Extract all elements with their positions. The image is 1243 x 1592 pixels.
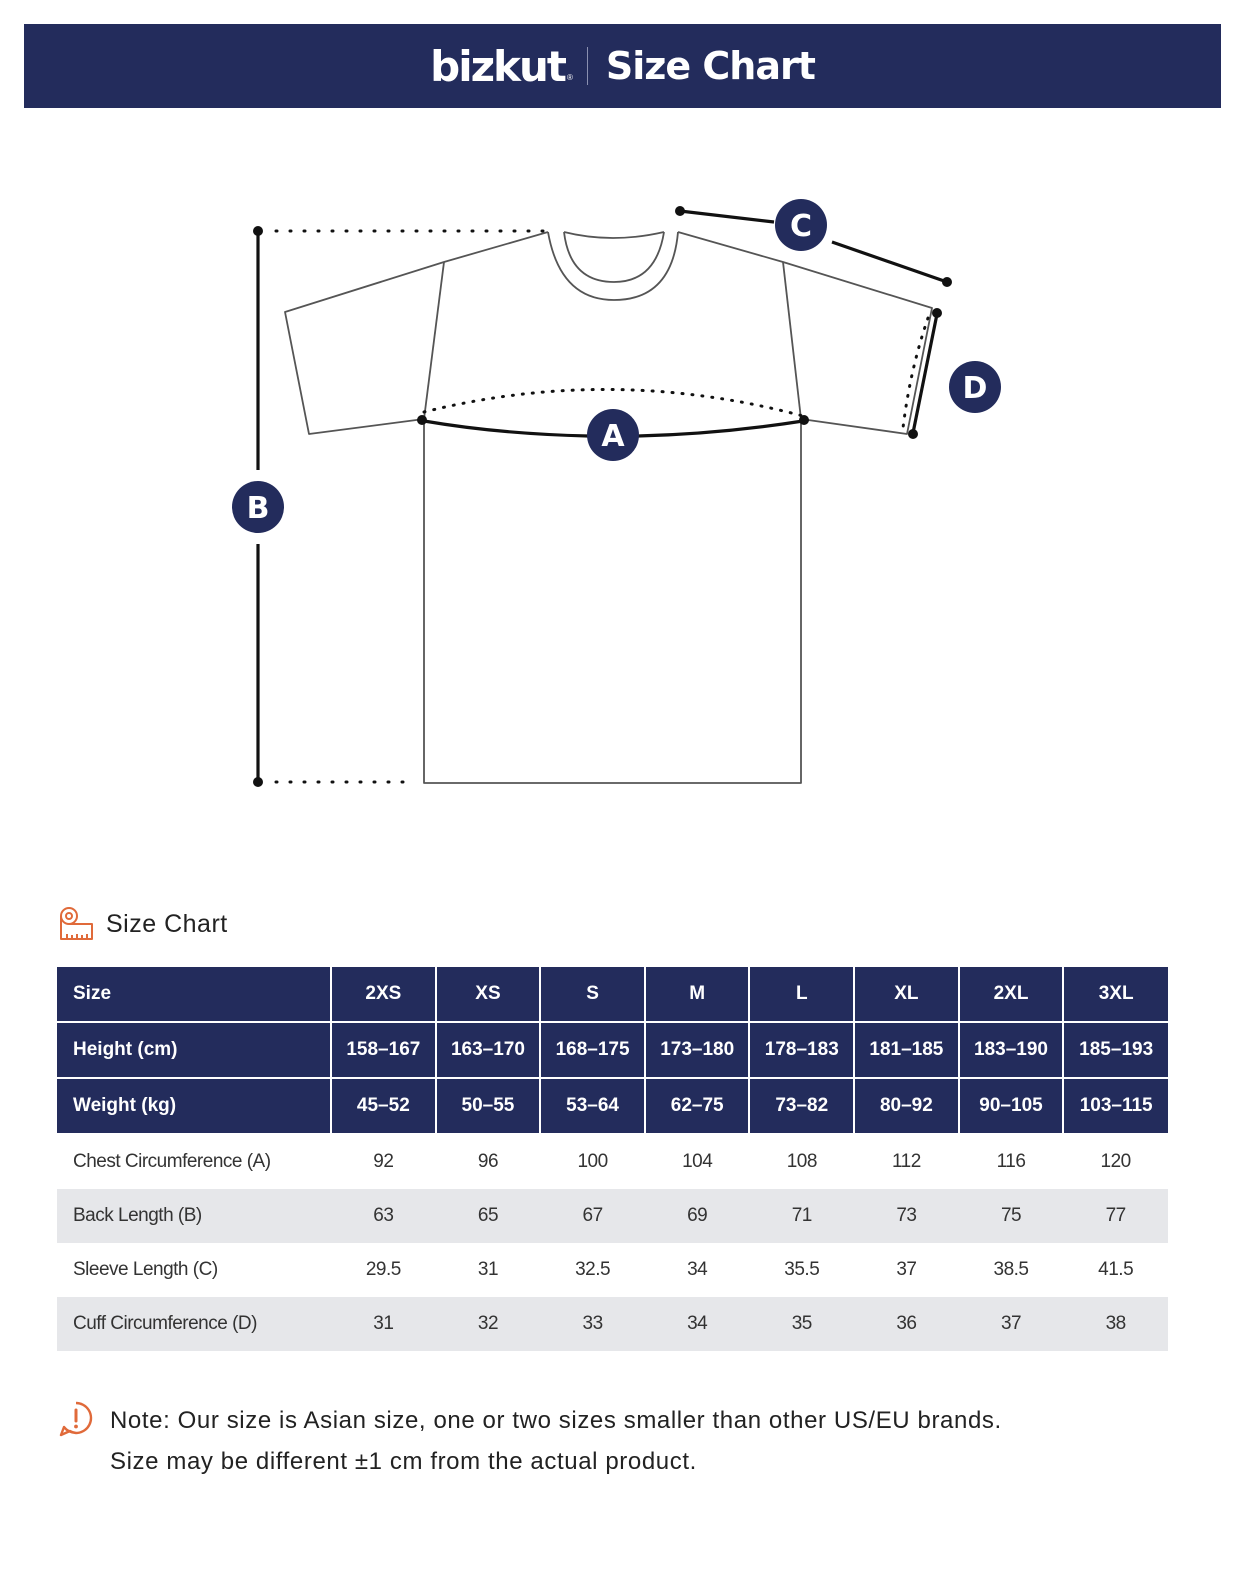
row-label: Weight (kg) bbox=[57, 1078, 331, 1134]
table-cell: 32.5 bbox=[575, 1259, 611, 1280]
table-cell: 100 bbox=[577, 1151, 608, 1172]
table-cell: 63 bbox=[331, 1189, 436, 1243]
table-row-size bbox=[57, 967, 1168, 1022]
size-chart-heading bbox=[58, 904, 228, 944]
table-cell: M bbox=[645, 967, 750, 1022]
table-cell: 77 bbox=[1063, 1189, 1168, 1243]
note-line-1: Note: Our size is Asian size, one or two sizes smaller than other US/EU brands. bbox=[110, 1407, 1002, 1434]
brand-trademark: ® bbox=[566, 72, 573, 82]
label-d: D bbox=[962, 371, 988, 406]
table-cell: 69 bbox=[645, 1189, 750, 1243]
tshirt-outline bbox=[285, 232, 932, 783]
table-cell: 38.5 bbox=[993, 1259, 1029, 1280]
table-cell: 34 bbox=[687, 1259, 708, 1280]
table-cell: 178–183 bbox=[749, 1022, 854, 1078]
label-c-badge bbox=[775, 199, 827, 251]
table-cell: 36 bbox=[854, 1297, 959, 1351]
table-cell: 35 bbox=[749, 1297, 854, 1351]
table-cell: 183–190 bbox=[959, 1022, 1064, 1078]
table-cell: 181–185 bbox=[854, 1022, 959, 1078]
table-cell: 34 bbox=[645, 1297, 750, 1351]
section-title: Size Chart bbox=[106, 909, 228, 938]
label-d-badge bbox=[949, 361, 1001, 413]
size-note bbox=[58, 1400, 1002, 1482]
table-cell: 90–105 bbox=[959, 1078, 1064, 1134]
table-cell: 92 bbox=[373, 1151, 394, 1172]
cuff-measure-line bbox=[903, 308, 942, 439]
table-cell: 158–167 bbox=[331, 1022, 436, 1078]
table-cell: 45–52 bbox=[331, 1078, 436, 1134]
table-cell: 185–193 bbox=[1063, 1022, 1168, 1078]
row-label: Back Length (B) bbox=[57, 1189, 331, 1243]
table-cell: 31 bbox=[477, 1259, 499, 1280]
size-table bbox=[57, 967, 1168, 1351]
header-banner bbox=[24, 24, 1221, 108]
table-cell: 35.5 bbox=[784, 1259, 820, 1280]
table-cell: 32 bbox=[436, 1297, 541, 1351]
table-cell: 2XL bbox=[959, 967, 1064, 1022]
table-cell: 50–55 bbox=[436, 1078, 541, 1134]
table-cell: 71 bbox=[749, 1189, 854, 1243]
table-cell: L bbox=[749, 967, 854, 1022]
table-cell: 3XL bbox=[1063, 967, 1168, 1022]
table-cell: XS bbox=[436, 967, 541, 1022]
label-a: A bbox=[601, 419, 625, 454]
table-cell: XL bbox=[854, 967, 959, 1022]
label-c: C bbox=[789, 209, 813, 244]
table-cell: 73 bbox=[854, 1189, 959, 1243]
table-cell: 33 bbox=[540, 1297, 645, 1351]
table-row-sleeve bbox=[57, 1243, 1168, 1297]
alert-icon bbox=[58, 1400, 94, 1438]
tshirt-diagram bbox=[0, 150, 1243, 850]
table-cell: 73–82 bbox=[749, 1078, 854, 1134]
table-cell: 2XS bbox=[331, 967, 436, 1022]
table-row-chest bbox=[57, 1134, 1168, 1189]
row-label: Height (cm) bbox=[57, 1022, 331, 1078]
table-cell: 75 bbox=[959, 1189, 1064, 1243]
table-cell: 37 bbox=[896, 1259, 917, 1280]
table-cell: S bbox=[540, 967, 645, 1022]
table-row-height bbox=[57, 1022, 1168, 1078]
table-cell: 103–115 bbox=[1063, 1078, 1168, 1134]
table-cell: 65 bbox=[436, 1189, 541, 1243]
table-cell: 67 bbox=[540, 1189, 645, 1243]
table-cell: 168–175 bbox=[540, 1022, 645, 1078]
table-cell: 108 bbox=[786, 1151, 817, 1172]
table-cell: 120 bbox=[1100, 1151, 1131, 1172]
row-label: Sleeve Length (C) bbox=[73, 1259, 218, 1280]
table-cell: 173–180 bbox=[645, 1022, 750, 1078]
row-label: Cuff Circumference (D) bbox=[57, 1297, 331, 1351]
table-cell: 104 bbox=[682, 1151, 713, 1172]
table-row-back bbox=[57, 1189, 1168, 1243]
brand-logo: bizkut bbox=[430, 41, 565, 91]
page-title: Size Chart bbox=[605, 44, 815, 88]
table-row-weight bbox=[57, 1078, 1168, 1134]
label-a-badge bbox=[587, 409, 639, 461]
table-cell: 41.5 bbox=[1098, 1259, 1134, 1280]
table-cell: 116 bbox=[996, 1151, 1026, 1172]
table-cell: 31 bbox=[331, 1297, 436, 1351]
table-cell: 80–92 bbox=[854, 1078, 959, 1134]
label-b: B bbox=[246, 491, 270, 526]
row-label: Size bbox=[57, 967, 331, 1022]
table-cell: 62–75 bbox=[645, 1078, 750, 1134]
table-cell: 53–64 bbox=[540, 1078, 645, 1134]
table-cell: 96 bbox=[477, 1151, 499, 1172]
note-line-2: Size may be different ±1 cm from the actual product. bbox=[110, 1448, 697, 1475]
row-label: Chest Circumference (A) bbox=[73, 1151, 271, 1172]
table-cell: 29.5 bbox=[365, 1259, 401, 1280]
back-length-measure-line bbox=[253, 226, 556, 787]
table-cell: 112 bbox=[892, 1151, 921, 1172]
header-divider bbox=[587, 47, 588, 85]
table-cell: 38 bbox=[1063, 1297, 1168, 1351]
table-cell: 37 bbox=[959, 1297, 1064, 1351]
table-row-cuff bbox=[57, 1297, 1168, 1351]
label-b-badge bbox=[232, 481, 284, 533]
table-cell: 163–170 bbox=[436, 1022, 541, 1078]
measuring-tape-icon bbox=[58, 906, 94, 942]
